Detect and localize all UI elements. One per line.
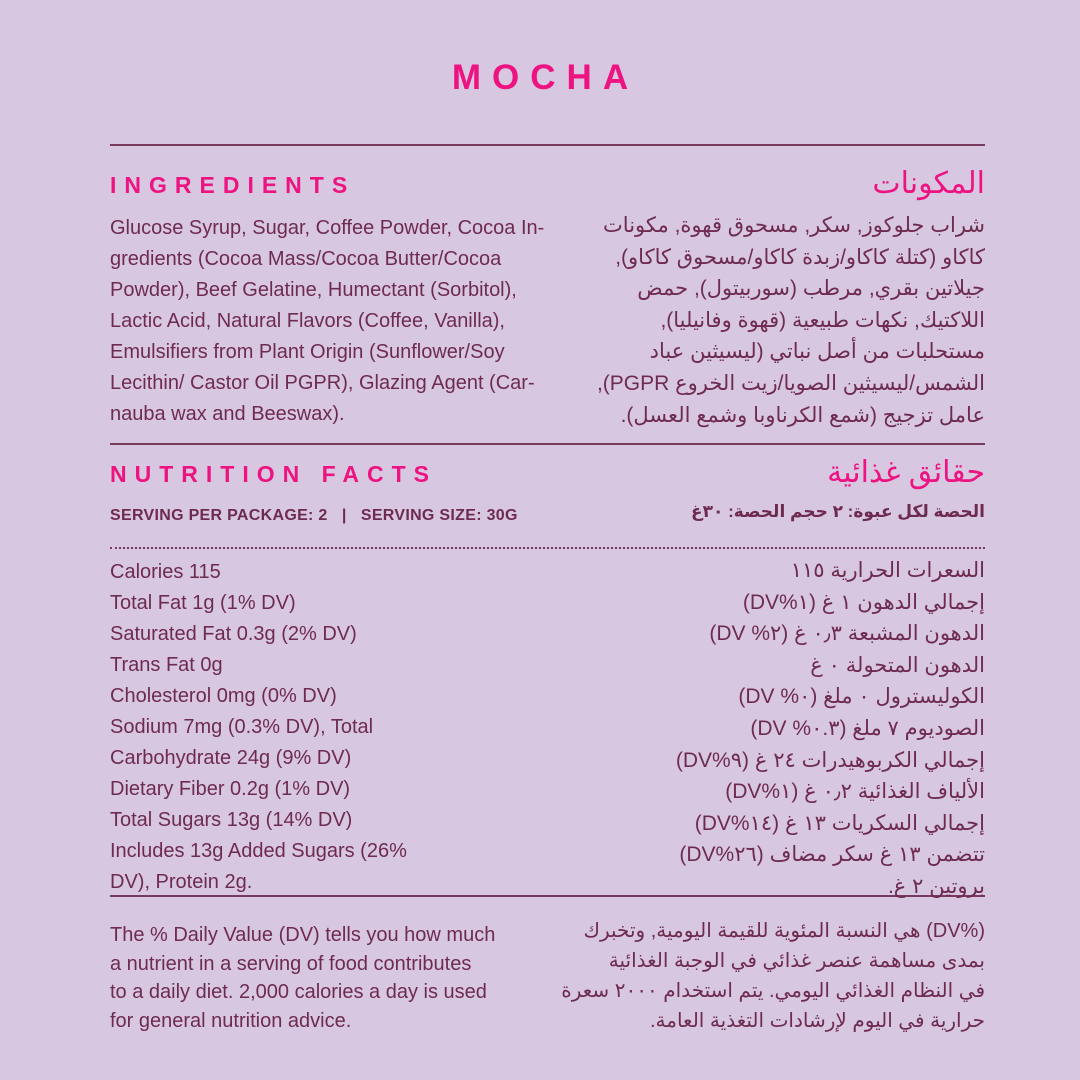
- divider-nutrition: [110, 443, 985, 445]
- text-line: كاكاو (كتلة كاكاو/زبدة كاكاو/مسحوق كاكاو),: [615, 245, 985, 269]
- text-line: الشمس/ليسيثين الصويا/زيت الخروع PGPR),: [596, 371, 985, 395]
- ingredients-heading-ar: المكونات: [872, 167, 985, 200]
- text-line: الألياف الغذائية ٠٫٢ غ (١%DV): [725, 780, 985, 804]
- divider-dotted: [110, 547, 985, 549]
- text-line: Trans Fat 0g: [110, 654, 223, 676]
- text-line: إجمالي الكربوهيدرات ٢٤ غ (٩%DV): [675, 748, 985, 772]
- text-line: for general nutrition advice.: [110, 1009, 352, 1032]
- text-line: جيلاتين بقري, مرطب (سوربيتول), حمض: [637, 277, 985, 301]
- text-line: شراب جلوكوز, سكر, مسحوق قهوة, مكونات: [603, 214, 985, 237]
- text-line: Total Sugars 13g (14% DV): [110, 809, 353, 831]
- divider-footnote: [110, 895, 985, 897]
- text-line: Saturated Fat 0.3g (2% DV): [110, 623, 357, 645]
- text-line: عامل تزجيج (شمع الكرناوبا وشمع العسل).: [620, 403, 985, 427]
- serving-info-ar: الحصة لكل عبوة: ٢ حجم الحصة: ٣٠غ: [690, 502, 985, 521]
- text-line: Emulsifiers from Plant Origin (Sunflower/Soy: [110, 341, 505, 363]
- text-line: The % Daily Value (DV) tells you how much: [110, 924, 496, 946]
- nutrition-heading-en: NUTRITION FACTS: [110, 461, 437, 487]
- text-line: a nutrient in a serving of food contributes: [110, 952, 472, 975]
- text-line: مستحلبات من أصل نباتي (ليسيثين عباد: [649, 340, 985, 364]
- text-line: الدهون المشبعة ٠٫٣ غ (٢% DV): [709, 622, 985, 646]
- text-line: gredients (Cocoa Mass/Cocoa Butter/Cocoa: [110, 248, 502, 270]
- text-line: Lactic Acid, Natural Flavors (Coffee, Vanilla),: [110, 310, 505, 332]
- text-line: Carbohydrate 24g (9% DV): [110, 747, 352, 769]
- text-line: بمدى مساهمة عنصر غذائي في الوجبة الغذائية: [608, 950, 985, 972]
- dv-footnote-en: [110, 921, 600, 1035]
- text-line: Sodium 7mg (0.3% DV), Total: [110, 716, 374, 738]
- text-line: حرارية في اليوم لإرشادات التغذية العامة.: [649, 1010, 985, 1032]
- text-line: DV), Protein 2g.: [110, 871, 253, 893]
- text-line: Glucose Syrup, Sugar, Coffee Powder, Cocoa In-: [110, 217, 545, 239]
- text-line: nauba wax and Beeswax).: [110, 403, 345, 425]
- text-line: Dietary Fiber 0.2g (1% DV): [110, 778, 351, 800]
- text-line: Includes 13g Added Sugars (26%: [110, 840, 407, 862]
- text-line: Total Fat 1g (1% DV): [110, 592, 296, 614]
- text-line: تتضمن ١٣ غ سكر مضاف (٢٦%DV): [679, 843, 985, 867]
- text-line: Calories 115: [110, 561, 221, 583]
- nutrition-heading-ar: حقائق غذائية: [827, 456, 985, 489]
- divider-top: [110, 144, 985, 146]
- text-line: الكوليسترول ٠ ملغ (٠% DV): [738, 685, 985, 709]
- ingredients-heading-en: INGREDIENTS: [110, 172, 356, 198]
- text-line: إجمالي الدهون ١ غ (١%DV): [742, 590, 985, 614]
- page-title: MOCHA: [451, 58, 640, 97]
- text-line: Cholesterol 0mg (0% DV): [110, 685, 337, 707]
- text-line: إجمالي السكريات ١٣ غ (١٤%DV): [694, 811, 985, 835]
- text-line: الصوديوم ٧ ملغ (٠.٣% DV): [750, 716, 985, 740]
- text-line: Powder), Beef Gelatine, Humectant (Sorbitol),: [110, 279, 517, 301]
- text-line: Lecithin/ Castor Oil PGPR), Glazing Agent (Car-: [110, 372, 535, 394]
- dv-footnote-ar: [545, 916, 985, 1036]
- nutrition-rows-ar: [555, 555, 985, 903]
- text-line: to a daily diet. 2,000 calories a day is used: [110, 981, 487, 1003]
- text-line: السعرات الحرارية ١١٥: [790, 559, 985, 582]
- text-line: في النظام الغذائي اليومي. يتم استخدام ٢٠٠٠ سعرة: [561, 980, 985, 1002]
- text-line: بروتين ٢ غ.: [887, 874, 985, 898]
- serving-info-en: SERVING PER PACKAGE: 2 | SERVING SIZE: 30G: [110, 507, 518, 524]
- nutrition-rows-en: [110, 557, 590, 898]
- text-line: الدهون المتحولة ٠ غ: [810, 653, 985, 677]
- ingredients-text-en: [110, 213, 590, 430]
- ingredients-text-ar: [555, 210, 985, 431]
- text-line: اللاكتيك, نكهات طبيعية (قهوة وفانيليا),: [660, 308, 985, 332]
- text-line: (%DV) هي النسبة المئوية للقيمة اليومية, وتخبرك: [583, 920, 985, 942]
